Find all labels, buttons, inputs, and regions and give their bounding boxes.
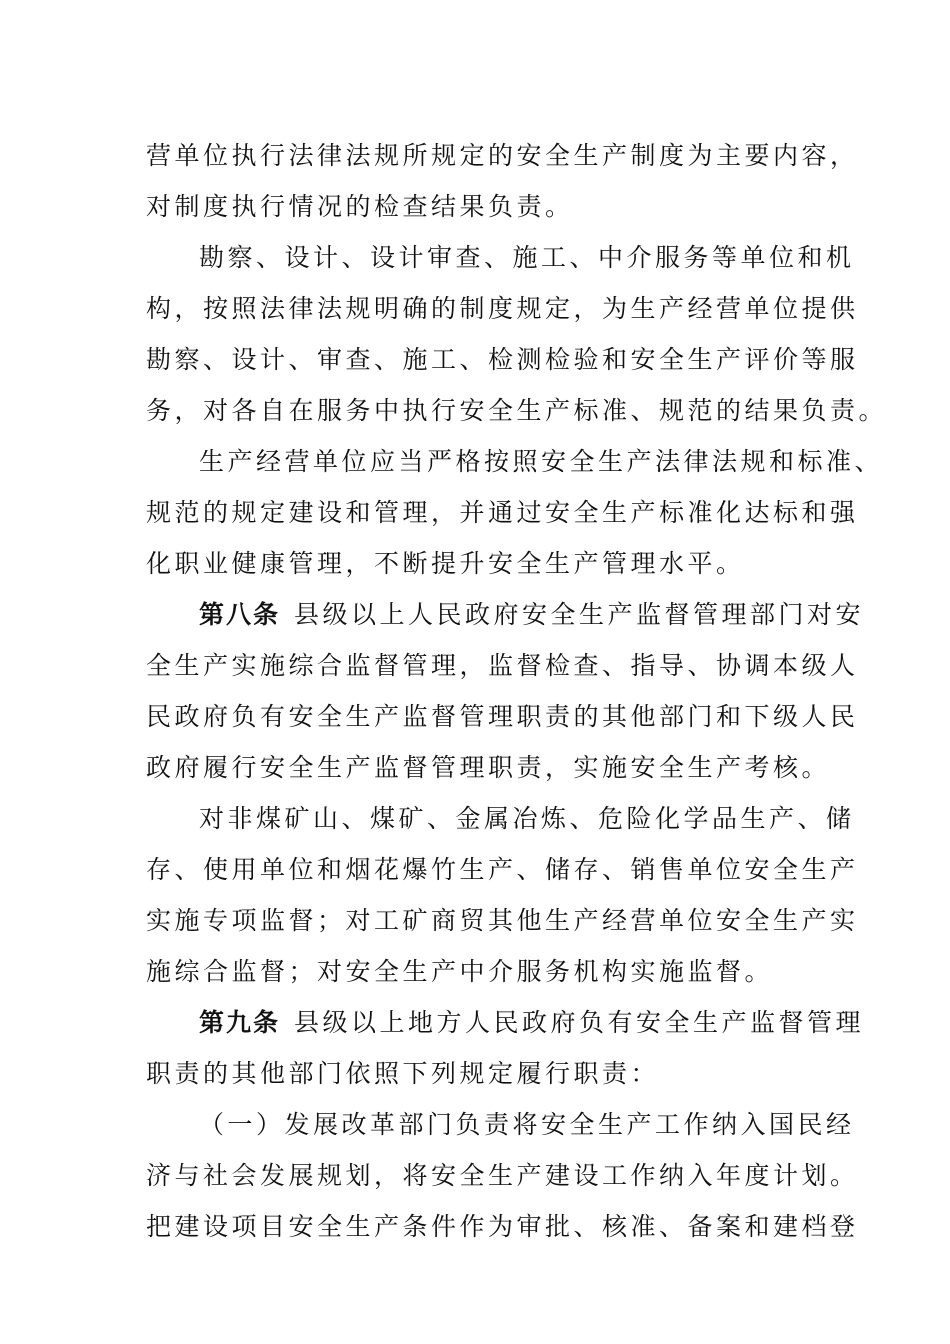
text-line: 对制度执行情况的检查结果负责。 [146,192,574,221]
text-line: 规范的规定建设和管理，并通过安全生产标准化达标和强 [146,498,859,527]
article-text: 县级以上人民政府安全生产监督管理部门对安 [294,600,865,629]
text-line: 勘察、设计、审查、施工、检测检验和安全生产评价等服 [146,345,859,374]
text-line [146,997,865,1048]
text-line: 营单位执行法律法规所规定的安全生产制度为主要内容， [146,141,859,170]
text-line: （一）发展改革部门负责将安全生产工作纳入国民经 [199,1110,855,1139]
text-line: 职责的其他部门依照下列规定履行职责： [146,1059,660,1088]
text-line: 民政府负有安全生产监督管理职责的其他部门和下级人民 [146,702,859,731]
text-line: 把建设项目安全生产条件作为审批、核准、备案和建档登 [146,1212,859,1241]
text-line: 勘察、设计、设计审查、施工、中介服务等单位和机 [199,243,855,272]
paragraph-production-units [146,436,884,589]
text-line: 施综合监督；对安全生产中介服务机构实施监督。 [146,957,774,986]
text-line [146,589,865,640]
text-line: 全生产实施综合监督管理，监督检查、指导、协调本级人 [146,651,859,680]
article-heading: 第八条 [199,600,281,629]
text-line: 生产经营单位应当严格按照安全生产法律法规和标准、 [199,447,884,476]
text-line: 济与社会发展规划，将安全生产建设工作纳入年度计划。 [146,1161,859,1190]
article-8 [146,589,865,793]
paragraph-development-reform [146,1099,859,1252]
text-line: 对非煤矿山、煤矿、金属冶炼、危险化学品生产、储 [199,804,855,833]
paragraph-special-supervision [146,793,859,997]
article-heading: 第九条 [199,1008,281,1037]
paragraph-service-units [146,232,888,436]
text-line: 构，按照法律法规明确的制度规定，为生产经营单位提供 [146,294,859,323]
text-line: 政府履行安全生产监督管理职责，实施安全生产考核。 [146,753,831,782]
article-text: 县级以上地方人民政府负有安全生产监督管理 [294,1008,865,1037]
article-9 [146,997,865,1099]
text-line: 化职业健康管理，不断提升安全生产管理水平。 [146,549,745,578]
paragraph-inspection-results [146,130,859,232]
text-line: 存、使用单位和烟花爆竹生产、储存、销售单位安全生产 [146,855,859,884]
text-line: 实施专项监督；对工矿商贸其他生产经营单位安全生产实 [146,906,859,935]
document-body [146,130,888,1252]
text-line: 务，对各自在服务中执行安全生产标准、规范的结果负责。 [146,396,888,425]
